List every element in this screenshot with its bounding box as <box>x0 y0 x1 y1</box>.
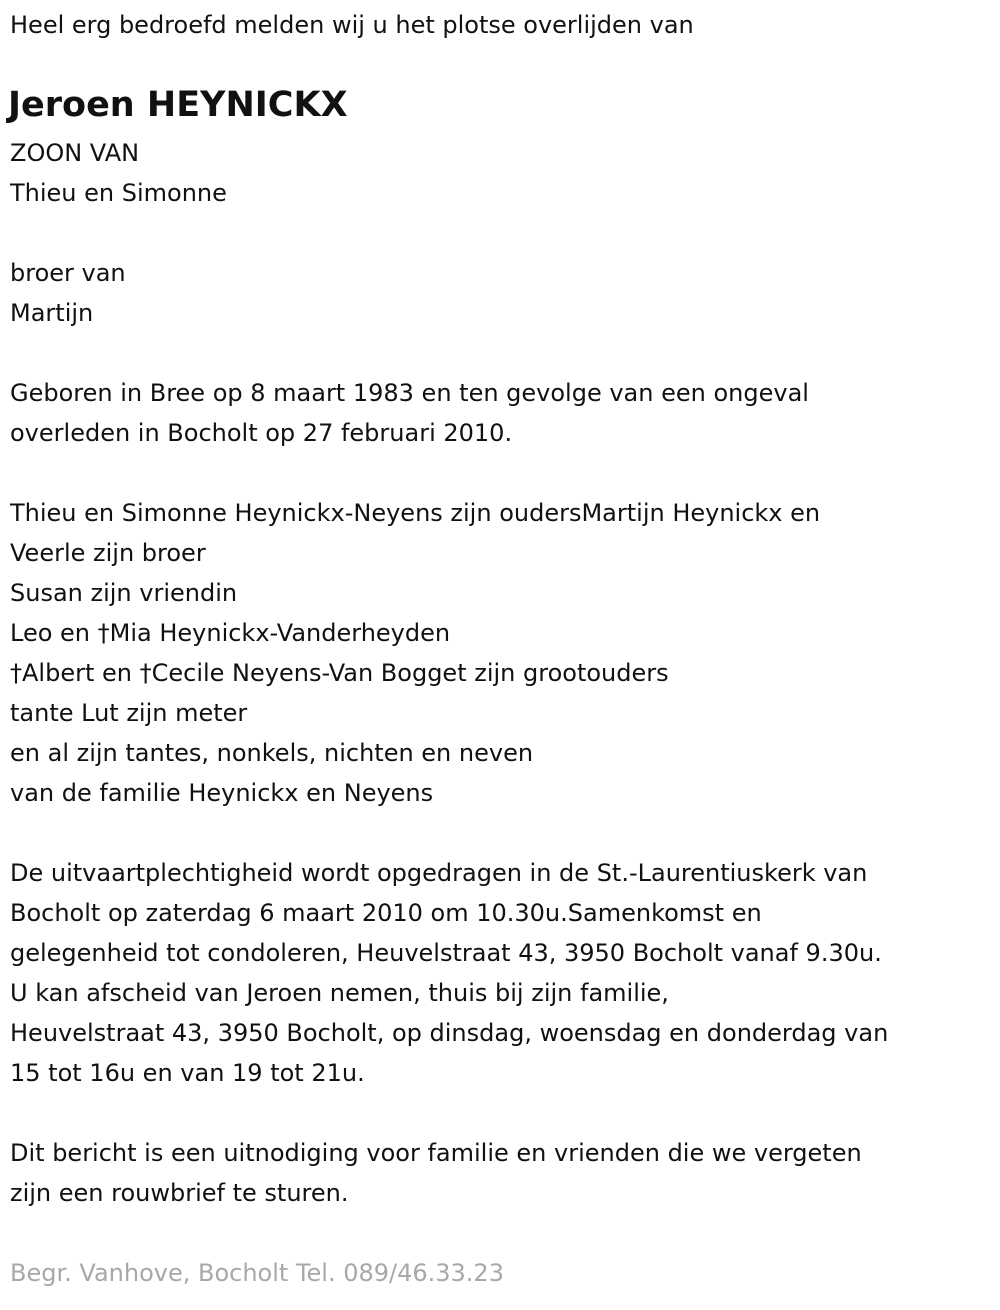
undertaker-footer: Begr. Vanhove, Bocholt Tel. 089/46.33.23 <box>10 1259 504 1287</box>
family-line: van de familie Heynickx en Neyens <box>10 779 434 807</box>
parents: Thieu en Simonne <box>10 179 227 207</box>
deceased-name: Jeroen HEYNICKX <box>8 85 348 125</box>
funeral-line: 15 tot 16u en van 19 tot 21u. <box>10 1059 365 1087</box>
son-of-label: ZOON VAN <box>10 139 140 167</box>
family-line: Leo en †Mia Heynickx-Vanderheyden <box>10 619 451 647</box>
intro-text: Heel erg bedroefd melden wij u het plotse overlijden van <box>10 11 694 39</box>
birth-death-line: overleden in Bocholt op 27 februari 2010. <box>10 419 513 447</box>
funeral-line: U kan afscheid van Jeroen nemen, thuis bij zijn familie, <box>10 979 669 1007</box>
funeral-line: De uitvaartplechtigheid wordt opgedragen in de St.-Laurentiuskerk van <box>10 859 868 887</box>
family-line: tante Lut zijn meter <box>10 699 248 727</box>
brother-of-label: broer van <box>10 259 126 287</box>
family-line: Thieu en Simonne Heynickx-Neyens zijn oudersMartijn Heynickx en <box>10 499 821 527</box>
birth-death-line: Geboren in Bree op 8 maart 1983 en ten gevolge van een ongeval <box>10 379 809 407</box>
funeral-line: Heuvelstraat 43, 3950 Bocholt, op dinsdag, woensdag en donderdag van <box>10 1019 889 1047</box>
brother: Martijn <box>10 299 94 327</box>
family-line: en al zijn tantes, nonkels, nichten en neven <box>10 739 534 767</box>
family-line: Veerle zijn broer <box>10 539 206 567</box>
family-line: †Albert en †Cecile Neyens-Van Bogget zijn grootouders <box>10 659 669 687</box>
notice-line: Dit bericht is een uitnodiging voor familie en vrienden die we vergeten <box>10 1139 862 1167</box>
notice-line: zijn een rouwbrief te sturen. <box>10 1179 349 1207</box>
funeral-line: gelegenheid tot condoleren, Heuvelstraat 43, 3950 Bocholt vanaf 9.30u. <box>10 939 882 967</box>
funeral-line: Bocholt op zaterdag 6 maart 2010 om 10.30u.Samenkomst en <box>10 899 762 927</box>
family-line: Susan zijn vriendin <box>10 579 238 607</box>
